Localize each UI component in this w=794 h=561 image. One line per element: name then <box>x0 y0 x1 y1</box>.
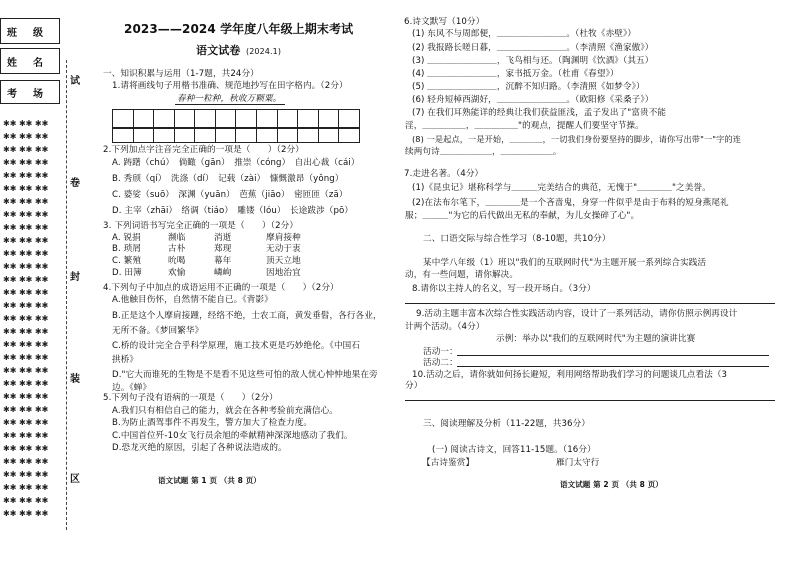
calligraphy-grid[interactable] <box>112 109 360 129</box>
q3-d-2: 欢愉 <box>168 268 186 278</box>
q3-c-2: 吮喝 <box>168 256 186 266</box>
class-label-1: 班 <box>7 28 17 39</box>
q6-line-10[interactable]: 续两句诗＿＿＿＿＿＿，＿＿＿＿＿＿。 <box>405 147 562 157</box>
q8-intro-2: 动，有一些问题，请你解决。 <box>405 270 519 280</box>
binding-char-5: 区 <box>70 474 80 485</box>
q3-a-1[interactable]: A. 锐捐 <box>112 233 141 243</box>
exam-subtitle: 语文试卷 <box>196 44 241 57</box>
q6-line-1[interactable]: (1) 东风不与周郎便，＿＿＿＿＿＿＿＿。（杜牧《赤壁》） <box>412 29 637 39</box>
q3-b-4: 无动于衷 <box>266 244 301 254</box>
q3-b-1[interactable]: B. 琐屑 <box>112 244 142 254</box>
q4-line-6[interactable]: D."它大而谁死的生物是不是看不见这些可怕的敌人忧心忡忡地果在旁 <box>112 370 378 380</box>
q9-prompt-1: 9.活动主题丰富本次综合性实践活动内容，设计了一系列活动，请你仿照示例再设计 <box>416 309 738 319</box>
q10-prompt: 10.活动之后，请你就如何扬长避短，利用网络帮助我们学习的问题谈几点看法（3 <box>412 370 728 380</box>
q6-line-2[interactable]: (2) 我报路长嗟日暮，＿＿＿＿＿＿＿＿。（李清照《渔家傲》） <box>412 43 654 53</box>
q7-line-3[interactable]: 服；＿＿＿"为它的后代做出无私的奉献，为儿女操碎了心"。 <box>405 211 640 221</box>
q4-line-2[interactable]: B.正是这个人摩肩接踵，经络不绝，士农工商，黄发垂髫，各行各业， <box>112 311 382 321</box>
q10-prompt-cont: 分） <box>405 381 423 391</box>
q2-prompt: 2.下列加点字注音完全正确的一项是（ ）（2分） <box>103 145 304 155</box>
q5-option-a[interactable]: A.我们只有相信自己的能力，就会在各种考验前充满信心。 <box>112 406 339 416</box>
q3-a-4: 摩肩接种 <box>266 233 301 243</box>
part-1-heading: (一) 阅读古诗文，回答11-15题。（16分） <box>432 445 596 455</box>
q6-line-7[interactable]: (7) 在我们耳熟能详的经典让我们获益匪浅，孟子发出了"富贵不能 <box>412 108 667 118</box>
q7-prompt: 7.走进名著。（4分） <box>404 169 484 179</box>
q6-line-9[interactable]: (8) 一是起点，一是开始，＿＿＿＿，一切我们身份要坚持的脚步，请你写出带"一"字的连 <box>412 134 741 144</box>
q2-option-d[interactable]: D. 主宰（zhāi） 络调（tiáo） 雕镂（lóu） 长途跋涉（pō） <box>112 206 354 216</box>
q8-prompt: 8.请你以主持人的名义，写一段开场白。（3分） <box>412 284 596 294</box>
q2-option-c[interactable]: C. 婆娑（suō） 深渊（yuān） 芭蕉（jiāo） 密匝匝（zā） <box>112 190 348 200</box>
q9-activity-1-label: 活动一： <box>423 347 458 357</box>
q2-option-b[interactable]: B. 秀颀（qí） 洗涤（dí） 记载（zài） 慷慨激昂（yǒng） <box>112 174 344 184</box>
q2-option-a[interactable]: A. 踌躇（chú） 倘瞰（gān） 推崇（cóng） 自出心裁（cái） <box>112 158 360 168</box>
q9-example: 示例：举办以"我们的互联网时代"为主题的演讲比赛 <box>496 334 696 344</box>
q5-option-b[interactable]: B.为防止酒驾事件不再发生，警方加大了检查力度。 <box>112 418 313 428</box>
room-label-1: 考 <box>7 89 17 100</box>
binding-char-4: 装 <box>70 374 80 385</box>
q8-answer-line[interactable] <box>405 303 775 304</box>
poem-title: 雁门太守行 <box>556 458 600 468</box>
binding-char-3: 封 <box>70 272 80 283</box>
q3-b-2: 古朴 <box>168 244 186 254</box>
q3-c-3: 幕年 <box>214 256 232 266</box>
q4-line-5: 拱桥》 <box>112 355 139 365</box>
q9-activity-2-input[interactable] <box>457 366 769 367</box>
q9-prompt-2: 计两个活动。（4分） <box>405 322 485 332</box>
q4-line-4[interactable]: C.桥的设计完全合乎科学原理，施工技术更是巧妙绝伦。《中国石 <box>112 341 361 351</box>
class-label-2: 级 <box>33 28 43 39</box>
page-footer-right: 语文试题 第 2 页 （共 8 页） <box>560 480 663 489</box>
q3-a-3: 消逝 <box>214 233 232 243</box>
q5-option-c[interactable]: C.中国首位歼-10女飞行员余旭的牵献精神深深地感动了我们。 <box>112 431 353 441</box>
page-footer-left: 语文试题 第 1 页 （共 8 页） <box>158 476 261 485</box>
q3-d-4: 因地治宜 <box>266 268 301 278</box>
poem-appreciation-label: 【古诗鉴赏】 <box>422 458 475 468</box>
q1-prompt: 1.请将画线句子用楷书准确、规范地抄写在田字格内。（2分） <box>112 81 348 91</box>
binding-line <box>66 60 67 530</box>
q9-activity-1-input[interactable] <box>457 355 769 356</box>
q10-answer-line[interactable] <box>405 400 775 401</box>
q3-c-4: 顶天立地 <box>266 256 301 266</box>
q3-d-1[interactable]: D. 田簿 <box>112 268 142 278</box>
q1-underline <box>175 104 285 105</box>
q4-prompt: 4.下列句子中加点的成语运用不正确的一项是（ ）（2分） <box>103 283 339 293</box>
binding-char-1: 试 <box>70 76 80 87</box>
q3-a-2: 濒临 <box>168 233 186 243</box>
name-label-1: 姓 <box>7 58 17 69</box>
exam-title: 2023——2024 学年度八年级上期末考试 <box>124 22 354 36</box>
q3-b-3: 郑现 <box>214 244 232 254</box>
q5-option-d[interactable]: D.恐龙灭绝的原因，引起了各种说法造成的。 <box>112 443 287 453</box>
q3-d-3: 嶙峋 <box>214 268 232 278</box>
q8-intro-1: 某中学八年级（1）班以"我们的互联网时代"为主题开展一系列综合实践活 <box>423 258 707 268</box>
q5-prompt: 5.下列句子没有语病的一项是（ ）（2分） <box>103 393 278 403</box>
q6-line-4[interactable]: (4) ＿＿＿＿＿＿＿＿，家书抵万金。（杜甫《春望》） <box>412 69 619 79</box>
calligraphy-grid-2[interactable] <box>112 127 360 143</box>
q1-sentence: 春种一粒种，秋收万颗粟。 <box>177 94 282 104</box>
q4-line-3: 无所不备。《梦回繁华》 <box>112 326 204 336</box>
name-label-2: 名 <box>33 58 43 69</box>
q6-line-6[interactable]: (6) 轻舟短棹西湖好，＿＿＿＿＿＿＿＿。（欧阳修《采桑子》） <box>412 95 654 105</box>
q9-activity-2-label: 活动二： <box>423 358 458 368</box>
section-1-heading: 一、知识积累与运用（1-7题，共24分） <box>103 69 259 79</box>
exam-date: (2024.1) <box>246 47 282 56</box>
q4-line-1[interactable]: A.他触目伤怀，自然情不能自已。《背影》 <box>112 295 273 305</box>
q7-line-2[interactable]: (2)在法布尔笔下，＿＿＿＿是一个吝啬鬼，身穿一件似乎是由于布料的短身燕尾礼 <box>412 198 729 208</box>
q3-prompt: 3. 下列词语书写完全正确的一项是（ ）（2分） <box>103 221 299 231</box>
q6-line-5[interactable]: (5) ＿＿＿＿＿＿＿＿，沉醉不知归路。（李清照《如梦令》） <box>412 82 645 92</box>
section-3-heading: 三、阅读理解及分析（11-22题，共36分） <box>423 419 591 429</box>
q3-c-1[interactable]: C. 繁殖 <box>112 256 142 266</box>
q4-line-7: 边。《蝉》 <box>112 383 152 393</box>
q7-line-1[interactable]: (1)《昆虫记》堪称科学与＿＿＿完美结合的典范，无愧于"＿＿＿＿"之美誉。 <box>412 183 711 193</box>
section-2-heading: 二、口语交际与综合性学习（8-10题，共10分） <box>423 234 611 244</box>
room-label-2: 场 <box>33 89 43 100</box>
binding-char-2: 卷 <box>70 178 80 189</box>
q6-prompt: 6.诗文默写（10分） <box>404 17 485 27</box>
q6-line-3[interactable]: (3) ＿＿＿＿＿＿＿＿，飞鸟相与还。（陶渊明《饮酒》（其五） <box>412 56 654 66</box>
q6-line-8[interactable]: 淫，＿＿＿＿＿，＿＿＿＿＿"的观点，提醒人们要坚守节操。 <box>405 121 644 131</box>
star-pattern: ✱✱ ✱✱ ✱✱ ✱✱ ✱✱ ✱✱ ✱✱ ✱✱ ✱✱ ✱✱ ✱✱ ✱✱ ✱✱ ✱✱ ✱✱ ✱✱ ✱✱ ✱✱ ✱✱ ✱✱ ✱✱ ✱✱ ✱✱ ✱✱ ✱✱ ✱✱ ✱✱ ✱✱ ✱✱ ✱✱ ✱✱ ✱✱ ✱✱ ✱✱ ✱✱ ✱✱ ✱✱ ✱✱ ✱✱ ✱✱ ✱✱ ✱✱ ✱✱ ✱✱ ✱✱ ✱✱ ✱✱ ✱✱ ✱✱ ✱✱ ✱✱ ✱✱ ✱✱ ✱✱ ✱✱ ✱✱ ✱✱ ✱✱ ✱✱ ✱✱ ✱✱ ✱✱ ✱✱ ✱✱ ✱✱ ✱✱ ✱✱ ✱✱ ✱✱ ✱✱ ✱✱ ✱✱ ✱✱ ✱✱ ✱✱ ✱✱ ✱✱ ✱✱ ✱✱ ✱✱ ✱✱ ✱✱ ✱✱ ✱✱ ✱✱ ✱✱ ✱✱ ✱✱ ✱✱ ✱✱ ✱✱ ✱✱ ✱✱ <box>3 119 49 518</box>
